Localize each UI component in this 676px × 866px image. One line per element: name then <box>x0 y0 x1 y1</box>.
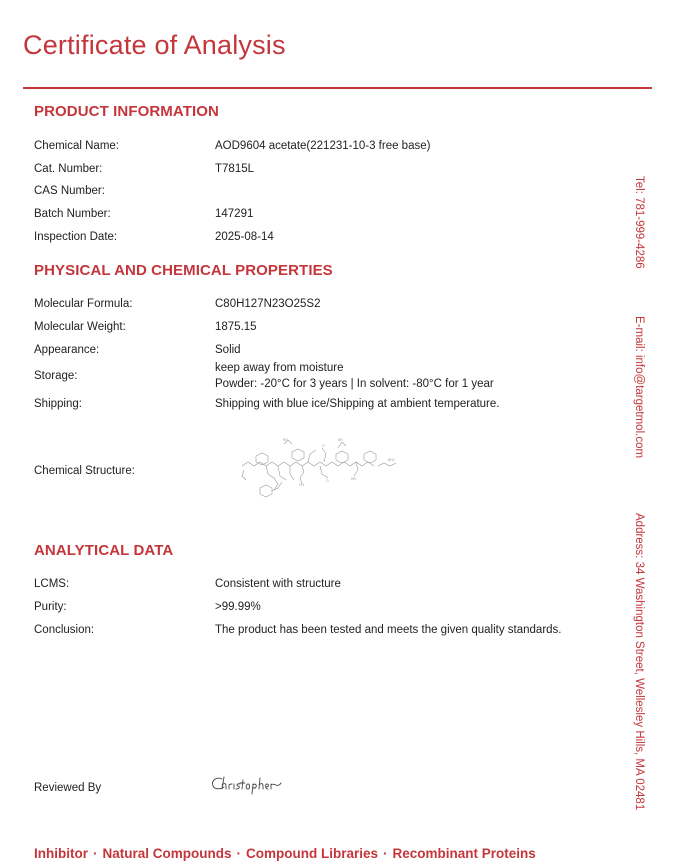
conclusion-value: The product has been tested and meets the given quality standards. <box>215 624 562 636</box>
footer-links <box>34 846 536 861</box>
conclusion-label: Conclusion: <box>34 624 95 636</box>
storage-value-line1: keep away from moisture <box>215 362 344 374</box>
footer-item-recombinant-proteins: Recombinant Proteins <box>392 846 536 861</box>
footer-item-natural-compounds: Natural Compounds <box>102 846 232 861</box>
product-information-heading: PRODUCT INFORMATION <box>34 103 219 120</box>
svg-text:NH2: NH2 <box>388 458 395 462</box>
cat-number-label: Cat. Number: <box>34 163 103 175</box>
side-address: Address: 34 Washington Street, Wellesley Hills, MA 02481 <box>633 513 645 811</box>
chemical-name-label: Chemical Name: <box>34 140 119 152</box>
chemical-name-value: AOD9604 acetate(221231-10-3 free base) <box>215 140 431 152</box>
footer-separator: · <box>236 846 242 861</box>
lcms-label: LCMS: <box>34 578 70 590</box>
svg-text:NH: NH <box>338 438 343 442</box>
molecular-weight-label: Molecular Weight: <box>34 321 126 333</box>
purity-value: >99.99% <box>215 601 261 613</box>
page-title: Certificate of Analysis <box>23 30 286 60</box>
side-email: E-mail: info@targetmol.com <box>633 316 645 459</box>
side-tel: Tel: 781-999-4286 <box>633 176 645 269</box>
appearance-value: Solid <box>215 344 241 356</box>
molecular-weight-value: 1875.15 <box>215 321 257 333</box>
storage-label: Storage: <box>34 370 78 382</box>
title-divider <box>23 87 652 89</box>
svg-text:OH: OH <box>299 483 304 487</box>
analytical-data-heading: ANALYTICAL DATA <box>34 542 174 559</box>
footer-item-compound-libraries: Compound Libraries <box>246 846 379 861</box>
molecular-formula-label: Molecular Formula: <box>34 298 133 310</box>
cas-number-label: CAS Number: <box>34 185 105 197</box>
lcms-value: Consistent with structure <box>215 578 341 590</box>
svg-text:HN: HN <box>351 477 356 481</box>
svg-text:O: O <box>322 444 325 448</box>
svg-text:O: O <box>326 479 329 483</box>
cat-number-value: T7815L <box>215 163 255 175</box>
footer-item-inhibitor: Inhibitor <box>34 846 88 861</box>
inspection-date-value: 2025-08-14 <box>215 231 274 243</box>
shipping-label: Shipping: <box>34 398 82 410</box>
appearance-label: Appearance: <box>34 344 100 356</box>
chemical-structure-label: Chemical Structure: <box>34 465 135 477</box>
batch-number-value: 147291 <box>215 208 254 220</box>
shipping-value: Shipping with blue ice/Shipping at ambient temperature. <box>215 398 500 410</box>
inspection-date-label: Inspection Date: <box>34 231 118 243</box>
purity-label: Purity: <box>34 601 67 613</box>
batch-number-label: Batch Number: <box>34 208 111 220</box>
physical-chemical-heading: PHYSICAL AND CHEMICAL PROPERTIES <box>34 262 333 279</box>
reviewed-by-label: Reviewed By <box>34 782 102 794</box>
footer-separator: · <box>383 846 388 861</box>
molecular-formula-value: C80H127N23O25S2 <box>215 298 321 310</box>
storage-value-line2: Powder: -20°C for 3 years | In solvent: -80°C for 1 year <box>215 378 494 390</box>
footer-separator: · <box>93 846 98 861</box>
svg-text:HO: HO <box>283 438 288 442</box>
chemical-structure-image <box>238 436 408 506</box>
signature-image <box>210 773 282 795</box>
